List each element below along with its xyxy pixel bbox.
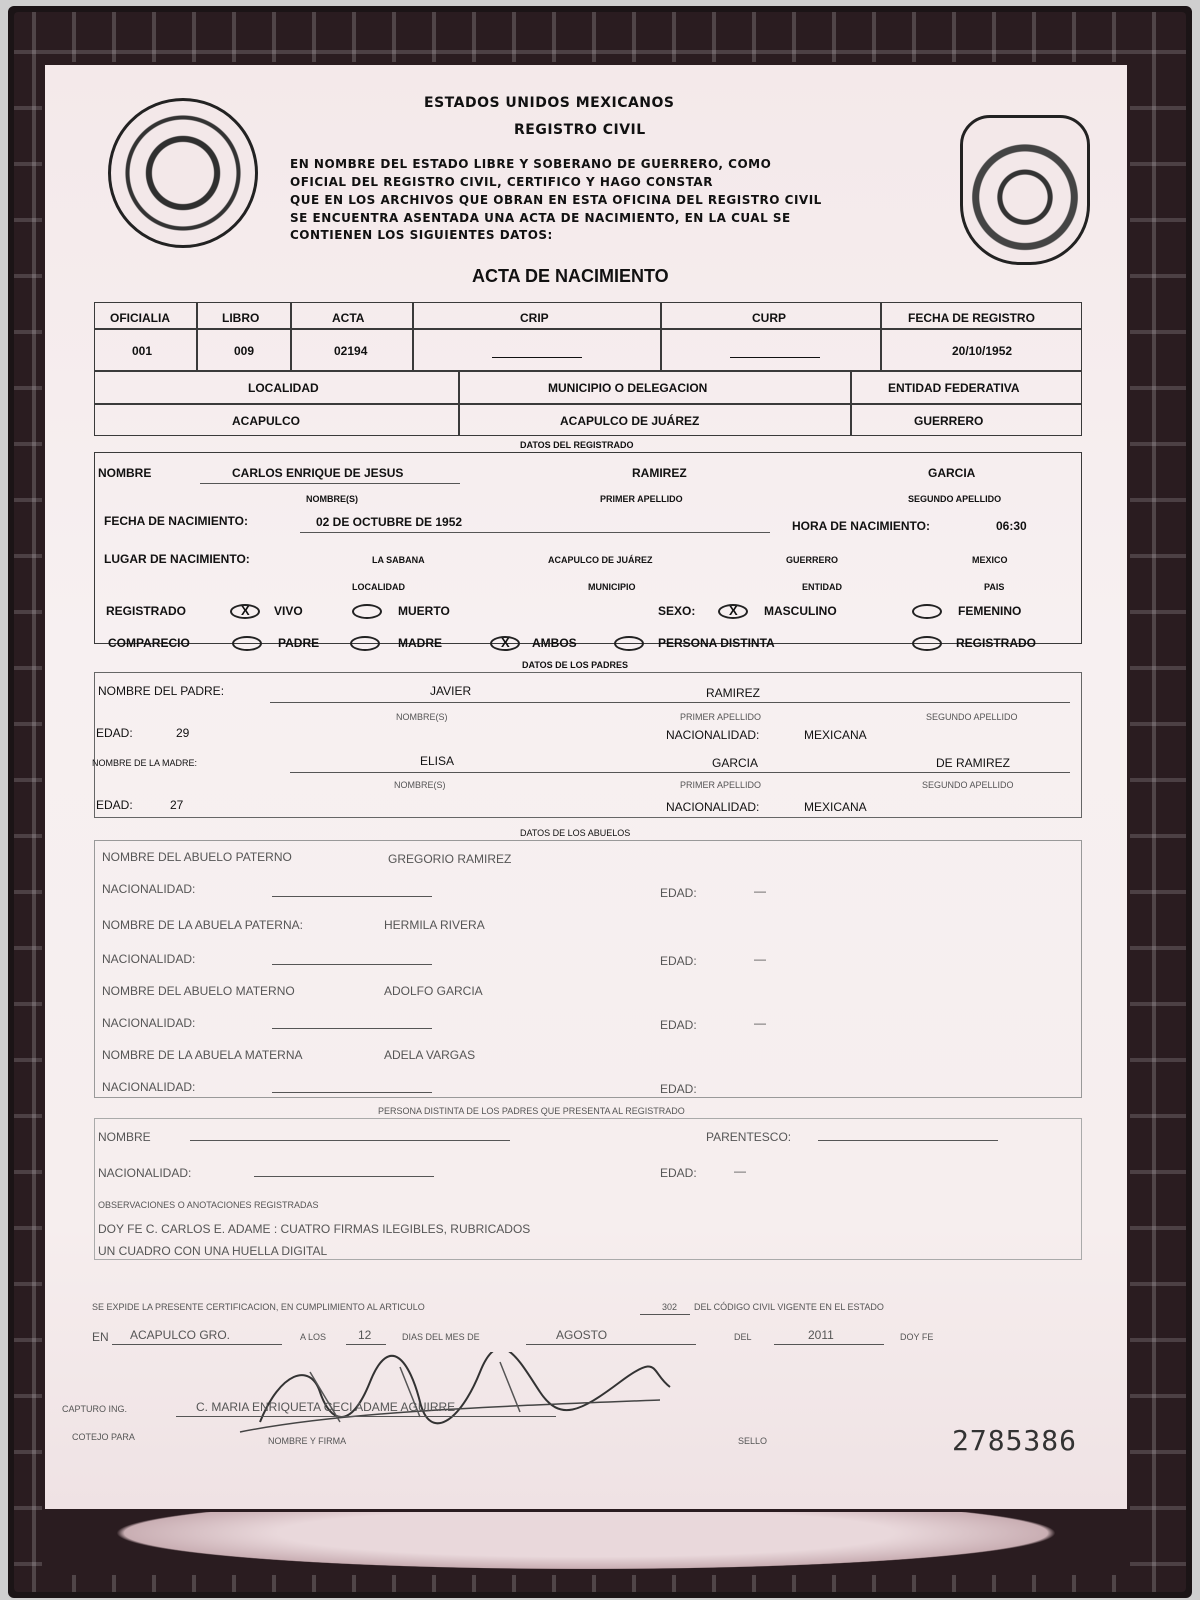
abuela-materna-edad-label: EDAD:: [660, 1082, 697, 1096]
header-line-1: EN NOMBRE DEL ESTADO LIBRE Y SOBERANO DE GUERRERO, COMO: [290, 157, 772, 171]
madre-apellido-2: DE RAMIREZ: [936, 756, 1011, 770]
persona-edad-label: EDAD:: [660, 1166, 697, 1180]
header-entidad: ENTIDAD FEDERATIVA: [888, 381, 1020, 395]
footer-en: EN: [92, 1330, 109, 1344]
padre-edad: 29: [176, 726, 190, 740]
vivo-checkbox[interactable]: [230, 604, 260, 619]
header-office: REGISTRO CIVIL: [514, 122, 646, 138]
header-country: ESTADOS UNIDOS MEXICANOS: [424, 95, 675, 111]
abuela-paterna-nac-label: NACIONALIDAD:: [102, 952, 196, 966]
padre-label: NOMBRE DEL PADRE:: [98, 684, 225, 698]
caption-municipio: MUNICIPIO: [588, 582, 636, 592]
value-crip: [492, 357, 582, 358]
vivo-label: VIVO: [274, 604, 303, 618]
sexo-label: SEXO:: [658, 604, 696, 618]
persona-distinta-checkbox[interactable]: [614, 636, 644, 651]
section-abuelos: DATOS DE LOS ABUELOS: [520, 828, 631, 838]
funcionario-name: C. MARIA ENRIQUETA CECI ADAME AGUIRRE: [196, 1400, 456, 1414]
abuelo-paterno: GREGORIO RAMIREZ: [388, 852, 512, 866]
registrado-option-label: REGISTRADO: [956, 636, 1037, 650]
abuela-paterna-label: NOMBRE DE LA ABUELA PATERNA:: [102, 918, 303, 932]
abuela-paterna-edad: —: [754, 952, 766, 966]
persona-nombre-label: NOMBRE: [98, 1130, 151, 1144]
value-acta: 02194: [334, 344, 368, 358]
fecha-nacimiento: 02 DE OCTUBRE DE 1952: [316, 515, 463, 529]
madre-nacionalidad-label: NACIONALIDAD:: [666, 800, 760, 814]
femenino-checkbox[interactable]: [912, 604, 942, 619]
section-persona-distinta: PERSONA DISTINTA DE LOS PADRES QUE PRESENTA AL REGISTRADO: [378, 1106, 685, 1116]
sello-caption: SELLO: [738, 1436, 768, 1446]
caption-segundo-apellido: SEGUNDO APELLIDO: [908, 494, 1002, 504]
comparecio-label: COMPARECIO: [108, 636, 190, 650]
abuela-paterna: HERMILA RIVERA: [384, 918, 485, 932]
national-seal-icon: [108, 98, 258, 248]
madre-apellido-1: GARCIA: [712, 756, 759, 770]
abuelo-paterno-edad-label: EDAD:: [660, 886, 697, 900]
abuelo-paterno-label: NOMBRE DEL ABUELO PATERNO: [102, 850, 292, 864]
madre-nacionalidad: MEXICANA: [804, 800, 867, 814]
footer-dia: 12: [358, 1328, 372, 1342]
abuelo-materno: ADOLFO GARCIA: [384, 984, 483, 998]
madre-nombre: ELISA: [420, 754, 455, 768]
value-localidad: ACAPULCO: [232, 414, 300, 428]
footer-a-los: A LOS: [300, 1332, 327, 1342]
padre-caption-nombres: NOMBRE(S): [396, 712, 448, 722]
header-oficialia: OFICIALIA: [110, 311, 170, 325]
abuelo-paterno-nac-label: NACIONALIDAD:: [102, 882, 196, 896]
header-acta: ACTA: [332, 311, 365, 325]
femenino-label: FEMENINO: [958, 604, 1022, 618]
lugar-entidad: GUERRERO: [786, 555, 839, 565]
footer-lugar: ACAPULCO GRO.: [130, 1328, 231, 1342]
nombre-firma-caption: NOMBRE Y FIRMA: [268, 1436, 347, 1446]
persona-edad: —: [734, 1164, 746, 1178]
decorative-bottom-border: [42, 1505, 1130, 1575]
abuelo-materno-label: NOMBRE DEL ABUELO MATERNO: [102, 984, 295, 998]
state-shield-icon: [960, 115, 1090, 265]
abuela-materna-nac-label: NACIONALIDAD:: [102, 1080, 196, 1094]
caption-pais: PAIS: [984, 582, 1005, 592]
lugar-pais: MEXICO: [972, 555, 1008, 565]
header-curp: CURP: [752, 311, 787, 325]
padre-edad-label: EDAD:: [96, 726, 133, 740]
caption-nombres: NOMBRE(S): [306, 494, 358, 504]
footer-dias-del-mes: DIAS DEL MES DE: [402, 1332, 480, 1342]
header-libro: LIBRO: [222, 311, 260, 325]
registrado-label: REGISTRADO: [106, 604, 187, 618]
lugar-nacimiento-label: LUGAR DE NACIMIENTO:: [104, 552, 250, 566]
muerto-label: MUERTO: [398, 604, 450, 618]
ambos-checkbox[interactable]: [490, 636, 520, 651]
header-crip: CRIP: [520, 311, 549, 325]
padre-caption-primer: PRIMER APELLIDO: [680, 712, 762, 722]
masculino-checkbox[interactable]: [718, 604, 748, 619]
footer-doy-fe: DOY FE: [900, 1332, 934, 1342]
abuelo-materno-edad: —: [754, 1016, 766, 1030]
observaciones-line-1: DOY FE C. CARLOS E. ADAME : CUATRO FIRMAS ILEGIBLES, RUBRICADOS: [98, 1222, 531, 1236]
masculino-label: MASCULINO: [764, 604, 837, 618]
header-line-5: CONTIENEN LOS SIGUIENTES DATOS:: [290, 228, 553, 242]
padre-nacionalidad: MEXICANA: [804, 728, 867, 742]
padre-caption-segundo: SEGUNDO APELLIDO: [926, 712, 1018, 722]
folio-number: 2785386: [952, 1424, 1078, 1457]
padre-apellido-1: RAMIREZ: [706, 686, 760, 700]
persona-nac-label: NACIONALIDAD:: [98, 1166, 192, 1180]
observaciones-line-2: UN CUADRO CON UNA HUELLA DIGITAL: [98, 1244, 328, 1258]
observaciones-label: OBSERVACIONES O ANOTACIONES REGISTRADAS: [98, 1200, 319, 1210]
document-title: ACTA DE NACIMIENTO: [472, 266, 669, 286]
footer-articulo: 302: [662, 1302, 678, 1312]
footer-expide: SE EXPIDE LA PRESENTE CERTIFICACION, EN CUMPLIMIENTO AL ARTICULO: [92, 1302, 425, 1312]
value-libro: 009: [234, 344, 255, 358]
footer-del: DEL: [734, 1332, 752, 1342]
footer-mes: AGOSTO: [556, 1328, 608, 1342]
value-entidad: GUERRERO: [914, 414, 984, 428]
padre-checkbox[interactable]: [232, 636, 262, 651]
parentesco-label: PARENTESCO:: [706, 1130, 792, 1144]
padres-box: [94, 672, 1082, 818]
caption-primer-apellido: PRIMER APELLIDO: [600, 494, 683, 504]
header-municipio: MUNICIPIO O DELEGACION: [548, 381, 708, 395]
madre-caption-primer: PRIMER APELLIDO: [680, 780, 762, 790]
caption-localidad: LOCALIDAD: [352, 582, 405, 592]
nombre-label: NOMBRE: [98, 466, 152, 480]
abuelo-materno-edad-label: EDAD:: [660, 1018, 697, 1032]
value-oficialia: 001: [132, 344, 153, 358]
lugar-localidad: LA SABANA: [372, 555, 425, 565]
abuela-materna-label: NOMBRE DE LA ABUELA MATERNA: [102, 1048, 303, 1062]
madre-label: NOMBRE DE LA MADRE:: [92, 758, 198, 768]
padre-option-label: PADRE: [278, 636, 320, 650]
section-padres: DATOS DE LOS PADRES: [522, 660, 629, 670]
fecha-nacimiento-label: FECHA DE NACIMIENTO:: [104, 514, 248, 528]
ambos-option-label: AMBOS: [532, 636, 577, 650]
cotejo-label: COTEJO PARA: [72, 1432, 135, 1442]
hora-nacimiento-label: HORA DE NACIMIENTO:: [792, 519, 930, 533]
header-fecha-registro: FECHA DE REGISTRO: [908, 311, 1035, 325]
abuela-paterna-edad-label: EDAD:: [660, 954, 697, 968]
value-municipio: ACAPULCO DE JUÁREZ: [560, 414, 700, 428]
lugar-municipio: ACAPULCO DE JUÁREZ: [548, 555, 653, 565]
hora-nacimiento: 06:30: [996, 519, 1027, 533]
abuelo-materno-nac-label: NACIONALIDAD:: [102, 1016, 196, 1030]
madre-checkbox[interactable]: [350, 636, 380, 651]
header-line-4: SE ENCUENTRA ASENTADA UNA ACTA DE NACIMIENTO, EN LA CUAL SE: [290, 211, 791, 225]
registrado-nombres: CARLOS ENRIQUE DE JESUS: [232, 466, 404, 480]
caption-entidad: ENTIDAD: [802, 582, 842, 592]
header-line-2: OFICIAL DEL REGISTRO CIVIL, CERTIFICO Y HAGO CONSTAR: [290, 175, 713, 189]
footer-codigo: DEL CÓDIGO CIVIL VIGENTE EN EL ESTADO: [694, 1302, 884, 1312]
abuela-materna: ADELA VARGAS: [384, 1048, 476, 1062]
madre-edad: 27: [170, 798, 184, 812]
abuelo-paterno-edad: —: [754, 884, 766, 898]
padre-nacionalidad-label: NACIONALIDAD:: [666, 728, 760, 742]
section-registrado: DATOS DEL REGISTRADO: [520, 440, 634, 450]
padre-nombre: JAVIER: [430, 684, 472, 698]
registrado-primer-apellido: RAMIREZ: [632, 466, 687, 480]
signature-drawing: [220, 1352, 680, 1442]
madre-edad-label: EDAD:: [96, 798, 133, 812]
madre-option-label: MADRE: [398, 636, 442, 650]
registrado-checkbox[interactable]: [912, 636, 942, 651]
footer-anio: 2011: [808, 1328, 834, 1342]
header-line-3: QUE EN LOS ARCHIVOS QUE OBRAN EN ESTA OFICINA DEL REGISTRO CIVIL: [290, 193, 822, 207]
madre-caption-segundo: SEGUNDO APELLIDO: [922, 780, 1014, 790]
registrado-segundo-apellido: GARCIA: [928, 466, 976, 480]
madre-caption-nombres: NOMBRE(S): [394, 780, 446, 790]
value-curp: [730, 357, 820, 358]
capturo-label: CAPTURO ING.: [62, 1404, 128, 1414]
persona-distinta-option-label: PERSONA DISTINTA: [658, 636, 775, 650]
value-fecha-registro: 20/10/1952: [952, 344, 1013, 358]
header-localidad: LOCALIDAD: [248, 381, 319, 395]
muerto-checkbox[interactable]: [352, 604, 382, 619]
